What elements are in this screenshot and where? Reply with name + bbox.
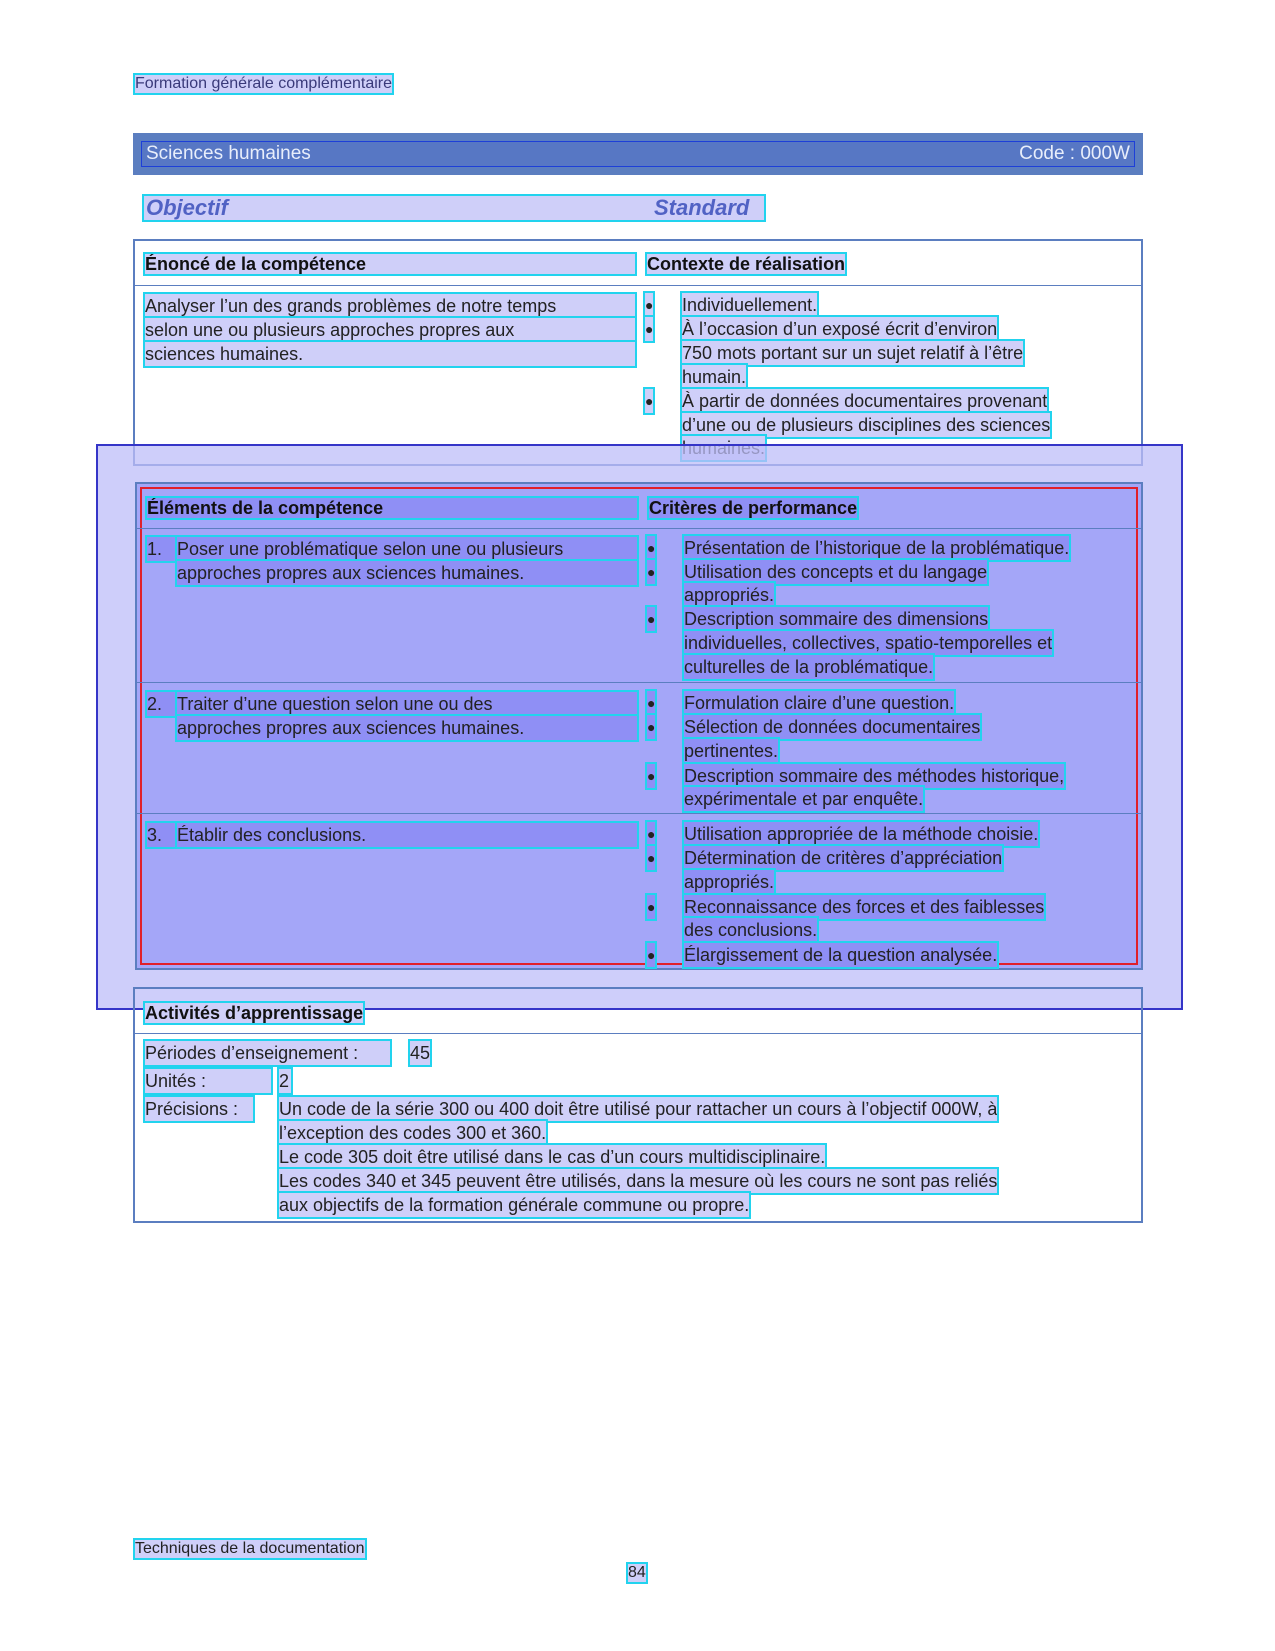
element-line: Traiter d’une question selon une ou des	[177, 692, 637, 716]
section-band	[133, 133, 1143, 175]
critere-line: Utilisation des concepts et du langage	[684, 562, 988, 582]
bullet-icon: ●	[647, 846, 655, 870]
contexte-item-line: humain.	[682, 367, 747, 387]
precisions-line: l’exception des codes 300 et 360.	[279, 1123, 547, 1143]
element-line: approches propres aux sciences humaines.	[177, 561, 637, 585]
bullet-icon: ●	[645, 389, 653, 413]
element-line: Établir des conclusions.	[177, 823, 637, 847]
precisions-line: aux objectifs de la formation générale commune ou propre.	[279, 1195, 750, 1215]
unites-label: Unités :	[145, 1069, 271, 1093]
critere-line: Description sommaire des méthodes historique,	[684, 766, 1065, 786]
section-title: Sciences humaines	[146, 143, 311, 164]
periodes-label: Périodes d’enseignement :	[145, 1041, 390, 1065]
section-band-inner	[141, 141, 1135, 167]
bullet-icon: ●	[645, 293, 653, 317]
contexte-item-line: À partir de données documentaires provenant	[682, 391, 1048, 411]
enonce-heading: Énoncé de la compétence	[145, 254, 635, 274]
precisions-line: Un code de la série 300 ou 400 doit être utilisé pour rattacher un cours à l’objectif 000W, à	[279, 1099, 998, 1119]
activites-heading: Activités d’apprentissage	[145, 1003, 364, 1023]
standard-label: Standard	[654, 195, 750, 220]
critere-line: Formulation claire d’une question.	[684, 693, 955, 713]
competence-box-header	[135, 241, 1141, 286]
contexte-item-line: Individuellement.	[682, 295, 818, 315]
bullet-icon: ●	[647, 691, 655, 715]
running-footer: Techniques de la documentation	[135, 1540, 365, 1557]
bullet-icon: ●	[647, 895, 655, 919]
criteres-heading: Critères de performance	[649, 498, 858, 518]
critere-line: Détermination de critères d’appréciation	[684, 848, 1003, 868]
bullet-icon: ●	[647, 715, 655, 739]
row-divider	[137, 682, 1141, 683]
critere-line: culturelles de la problématique.	[684, 657, 934, 677]
bullet-icon: ●	[647, 560, 655, 584]
row-divider	[137, 528, 1141, 529]
element-number: 3.	[147, 823, 175, 847]
periodes-value: 45	[410, 1043, 431, 1063]
bullet-icon: ●	[647, 607, 655, 631]
bullet-icon: ●	[647, 822, 655, 846]
bullet-icon: ●	[647, 536, 655, 560]
critere-line: Présentation de l’historique de la problématique.	[684, 538, 1070, 558]
critere-line: individuelles, collectives, spatio-temporelles et	[684, 633, 1053, 653]
enonce-line: sciences humaines.	[145, 342, 635, 366]
activites-box	[133, 987, 1143, 1223]
bullet-icon: ●	[645, 317, 653, 341]
row-divider	[137, 813, 1141, 814]
critere-line: Utilisation appropriée de la méthode choisie.	[684, 824, 1039, 844]
critere-line: Reconnaissance des forces et des faiblesses	[684, 897, 1045, 917]
element-line: approches propres aux sciences humaines.	[177, 716, 637, 740]
section-code: Code : 000W	[1019, 143, 1130, 164]
enonce-line: selon une ou plusieurs approches propres aux	[145, 318, 635, 342]
element-number: 2.	[147, 692, 175, 716]
precisions-label: Précisions :	[145, 1097, 253, 1121]
critere-line: expérimentale et par enquête.	[684, 789, 924, 809]
critere-line: appropriés.	[684, 585, 775, 605]
precisions-line: Le code 305 doit être utilisé dans le cas d’un cours multidisciplinaire.	[279, 1147, 826, 1167]
contexte-item-line: 750 mots portant sur un sujet relatif à l’être	[682, 343, 1024, 363]
bullet-icon: ●	[647, 764, 655, 788]
unites-value: 2	[279, 1071, 290, 1091]
objectif-label: Objectif	[146, 195, 228, 220]
critere-line: pertinentes.	[684, 741, 779, 761]
precisions-line: Les codes 340 et 345 peuvent être utilisés, dans la mesure où les cours ne sont pas reliés	[279, 1171, 998, 1191]
elements-box	[135, 482, 1143, 970]
competence-box	[133, 239, 1143, 466]
activites-box-header	[135, 989, 1141, 1034]
enonce-line: Analyser l’un des grands problèmes de notre temps	[145, 294, 635, 318]
running-header: Formation générale complémentaire	[135, 75, 393, 92]
critere-line: Élargissement de la question analysée.	[684, 945, 998, 965]
critere-line: Description sommaire des dimensions	[684, 609, 989, 629]
critere-line: Sélection de données documentaires	[684, 717, 981, 737]
critere-line: appropriés.	[684, 872, 775, 892]
contexte-item-line: À l’occasion d’un exposé écrit d’environ	[682, 319, 998, 339]
page-number: 84	[628, 1564, 646, 1581]
critere-line: des conclusions.	[684, 920, 818, 940]
objectif-standard-row	[144, 196, 764, 220]
contexte-heading: Contexte de réalisation	[647, 254, 846, 274]
elements-heading: Éléments de la compétence	[147, 498, 637, 518]
contexte-item-line: d’une ou de plusieurs disciplines des sciences	[682, 415, 1051, 435]
element-line: Poser une problématique selon une ou plusieurs	[177, 537, 637, 561]
bullet-icon: ●	[647, 943, 655, 967]
element-number: 1.	[147, 537, 175, 561]
